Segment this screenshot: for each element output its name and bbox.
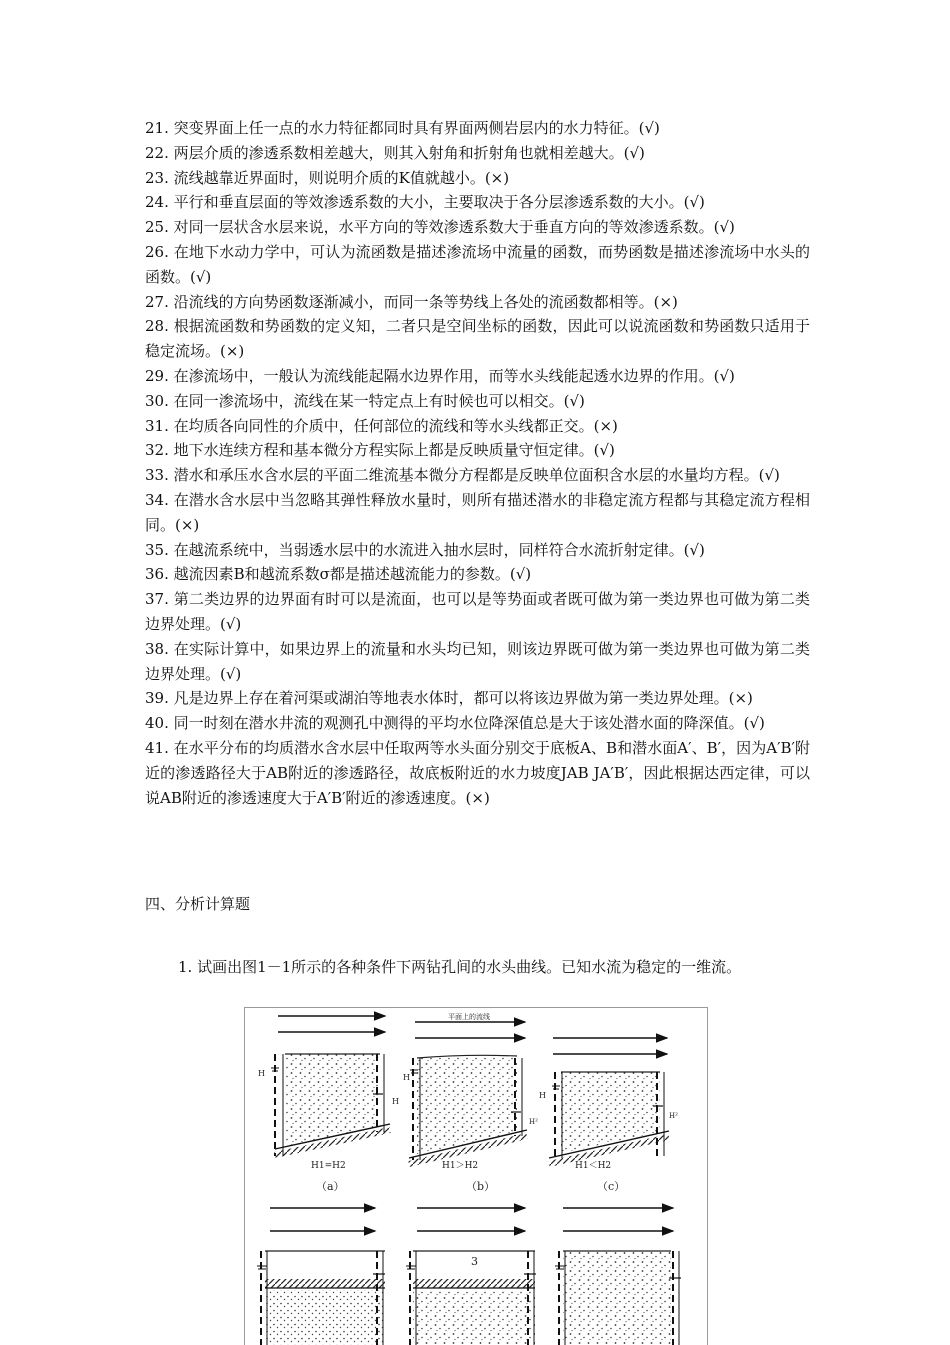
- list-item: 34. 在潜水含水层中当忽略其弹性释放水量时，则所有描述潜水的非稳定流方程都与其稳定流方程相同。(×): [145, 490, 810, 534]
- panel-d: [257, 1208, 385, 1345]
- head-label-h1: H: [258, 1069, 265, 1078]
- panel-f: [555, 1208, 681, 1345]
- list-item: 22. 两层介质的渗透系数相差越大，则其入射角和折射角也就相差越大。(√): [145, 143, 645, 162]
- head-label-h2: H²: [669, 1112, 678, 1120]
- list-item: 26. 在地下水动力学中，可认为流函数是描述渗流场中流量的函数，而势函数是描述渗流场中水头的函数。(√): [145, 242, 810, 286]
- head-label-h1: H: [403, 1073, 410, 1082]
- list-item: 27. 沿流线的方向势函数逐渐减小，而同一条等势线上各处的流函数都相等。(×): [145, 292, 678, 311]
- panel-b-condition: H1＞H2: [442, 1161, 479, 1171]
- list-item: 25. 对同一层状含水层来说，水平方向的等效渗透系数大于垂直方向的等效渗透系数。(√): [145, 218, 735, 237]
- question-text: 1. 试画出图1－1所示的各种条件下两钻孔间的水头曲线。已知水流为稳定的一维流。: [178, 958, 742, 976]
- list-item: 21. 突变界面上任一点的水力特征都同时具有界面两侧岩层内的水力特征。(√): [145, 119, 660, 137]
- panel-a: [258, 1016, 399, 1193]
- list-item: 39. 凡是边界上存在着河渠或湖泊等地表水体时，都可以将该边界做为第一类边界处理。(×): [145, 689, 753, 708]
- panel-c: [539, 1038, 678, 1193]
- list-item: 30. 在同一渗流场中，流线在某一特定点上有时候也可以相交。(√): [145, 391, 585, 410]
- aquifer-figure: [244, 1007, 708, 1345]
- head-label-h2: H: [392, 1097, 399, 1106]
- panel-b-label: （b）: [466, 1180, 496, 1193]
- panel-c-condition: H1＜H2: [575, 1161, 612, 1171]
- head-label-h2: H²: [529, 1118, 538, 1126]
- list-item: 36. 越流因素B和越流系数σ都是描述越流能力的参数。(√): [145, 565, 532, 584]
- surface-flow-label: 平面上的流线: [448, 1013, 490, 1021]
- list-item: 35. 在越流系统中，当弱透水层中的水流进入抽水层时，同样符合水流折射定律。(√): [145, 540, 705, 559]
- section-title: 四、分析计算题: [145, 895, 251, 913]
- list-item: 32. 地下水连续方程和基本微分方程实际上都是反映质量守恒定律。(√): [145, 441, 615, 460]
- head-label-h1: H: [539, 1091, 546, 1100]
- aquifer-diagram: [245, 1008, 707, 1345]
- list-item: 28. 根据流函数和势函数的定义知，二者只是空间坐标的函数，因此可以说流函数和势函数只适用于稳定流场。(×): [145, 317, 810, 361]
- list-item: 33. 潜水和承压水含水层的平面二维流基本微分方程都是反映单位面积含水层的水量均方程。(√): [145, 466, 780, 485]
- panel-b: [403, 1012, 538, 1193]
- panel-e: [406, 1208, 536, 1345]
- list-item: 38. 在实际计算中，如果边界上的流量和水头均已知，则该边界既可做为第一类边界也可做为第二类边界处理。(√): [145, 639, 810, 683]
- list-item: 40. 同一时刻在潜水井流的观测孔中测得的平均水位降深值总是大于该处潜水面的降深值。(√): [145, 714, 765, 733]
- panel-a-condition: H1=H2: [311, 1161, 346, 1171]
- list-item: 37. 第二类边界的边界面有时可以是流面，也可以是等势面或者既可做为第一类边界也可做为第二类边界处理。(√): [145, 590, 810, 633]
- list-item: 41. 在水平分布的均质潜水含水层中任取两等水头面分别交于底板A、B和潜水面A′、B′，因为A′B′附近的渗透路径大于AB附近的渗透路径，故底板附近的水力坡度JAB JA′B′，因此根据达西定律，可以说AB附近的渗透速度大于A′B′附近的渗透速度。(×): [145, 738, 810, 807]
- panel-c-label: （c）: [597, 1180, 626, 1193]
- list-item: 31. 在均质各向同性的介质中，任何部位的流线和等水头线都正交。(×): [145, 416, 618, 435]
- list-item: 23. 流线越靠近界面时，则说明介质的K值就越小。(×): [145, 168, 510, 187]
- true-false-item-list: [145, 116, 810, 810]
- page-number: 3: [471, 1255, 478, 1268]
- panel-a-label: （a）: [316, 1180, 345, 1193]
- list-item: 24. 平行和垂直层面的等效渗透系数的大小，主要取决于各分层渗透系数的大小。(√): [145, 193, 705, 212]
- list-item: 29. 在渗流场中，一般认为流线能起隔水边界作用，而等水头线能起透水边界的作用。(√): [145, 366, 735, 385]
